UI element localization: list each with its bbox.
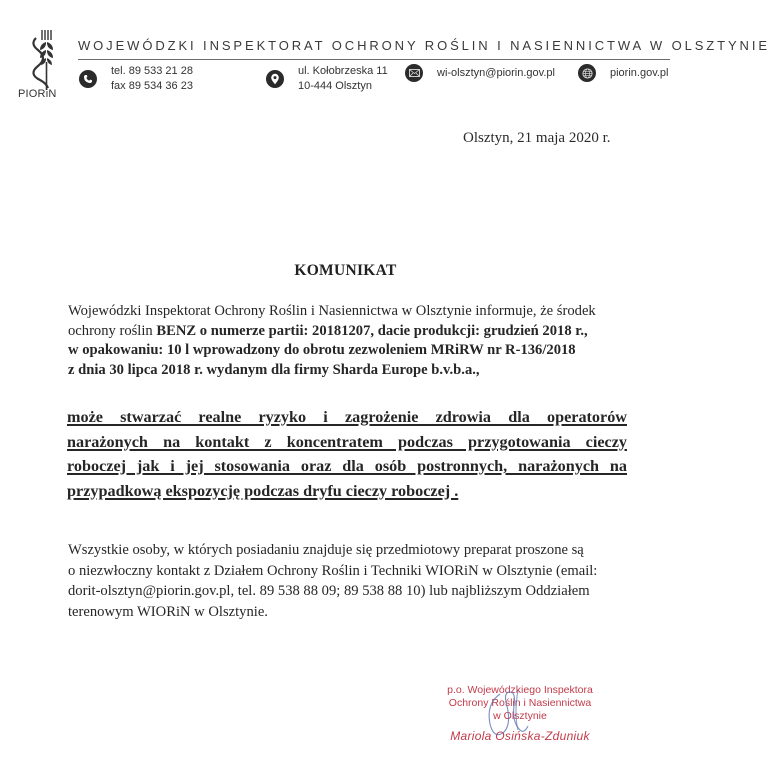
- globe-icon: [578, 64, 596, 82]
- paragraph-line: z dnia 30 lipca 2018 r. wydanym dla firmy Sharda Europe b.v.b.a.,: [68, 361, 480, 378]
- paragraph-line: Wojewódzki Inspektorat Ochrony Roślin i Nasiennictwa w Olsztynie informuje, że środek: [68, 303, 596, 319]
- contact-instructions-paragraph: [68, 540, 668, 622]
- document-title: KOMUNIKAT: [294, 262, 397, 279]
- contact-address: [266, 64, 388, 94]
- website-link[interactable]: piorin.gov.pl: [610, 66, 669, 79]
- paragraph-line: [68, 322, 668, 342]
- signatory-title-line: w Olsztynie: [493, 710, 547, 722]
- location-pin-icon: [266, 70, 284, 88]
- signatory-title-line: p.o. Wojewódzkiego Inspektora: [447, 684, 593, 696]
- warning-line: narażonych na kontakt z koncentratem podczas przygotowania cieczy: [67, 432, 627, 451]
- document-date: Olsztyn, 21 maja 2020 r.: [463, 130, 611, 146]
- contact-phone: [79, 64, 193, 94]
- phone-number: tel. 89 533 21 28: [111, 65, 193, 77]
- announcement-paragraph: [68, 302, 668, 380]
- paragraph-line: Wszystkie osoby, w których posiadaniu znajduje się przedmiotowy preparat proszone są: [68, 542, 584, 558]
- phone-icon: [79, 70, 97, 88]
- address-street: ul. Kołobrzeska 11: [298, 65, 388, 77]
- paragraph-line: w opakowaniu: 10 l wprowadzony do obrotu zezwoleniem MRiRW nr R-136/2018: [68, 342, 576, 359]
- organization-name: WOJEWÓDZKI INSPEKTORAT OCHRONY ROŚLIN I NASIENNICTWA W OLSZTYNIE: [78, 38, 770, 53]
- warning-line: przypadkową ekspozycję podczas dryfu cieczy roboczej .: [67, 481, 459, 500]
- risk-warning: [67, 405, 627, 503]
- contact-email: [405, 64, 555, 82]
- signature-block: [420, 684, 620, 743]
- warning-line: może stwarzać realne ryzyko i zagrożenie zdrowia dla operatorów: [67, 408, 627, 426]
- paragraph-line: o niezwłoczny kontakt z Działem Ochrony Roślin i Techniki WIORiN w Olsztynie (email:: [68, 562, 598, 579]
- paragraph-line: terenowym WIORiN w Olsztynie.: [68, 603, 268, 620]
- fax-number: fax 89 534 36 23: [111, 80, 193, 92]
- header-divider: [78, 59, 670, 60]
- paragraph-text: ochrony roślin: [68, 322, 157, 339]
- paragraph-line: dorit-olsztyn@piorin.gov.pl, tel. 89 538 88 09; 89 538 88 10) lub najbliższym Oddziałem: [68, 583, 590, 600]
- signatory-name: Mariola Osińska-Zduniuk: [450, 729, 590, 743]
- product-details: BENZ o numerze partii: 20181207, dacie produkcji: grudzień 2018 r.,: [156, 322, 588, 339]
- warning-line: roboczej jak i jej stosowania oraz dla osób postronnych, narażonych na: [67, 457, 627, 475]
- address-city: 10-444 Olsztyn: [298, 80, 372, 92]
- envelope-icon: [405, 64, 423, 82]
- letterhead: [0, 0, 770, 110]
- email-link[interactable]: wi-olsztyn@piorin.gov.pl: [437, 66, 555, 79]
- signatory-title-line: Ochrony Roślin i Nasiennictwa: [448, 697, 592, 709]
- logo-text: PIORiN: [18, 88, 57, 100]
- contact-website: [578, 64, 669, 82]
